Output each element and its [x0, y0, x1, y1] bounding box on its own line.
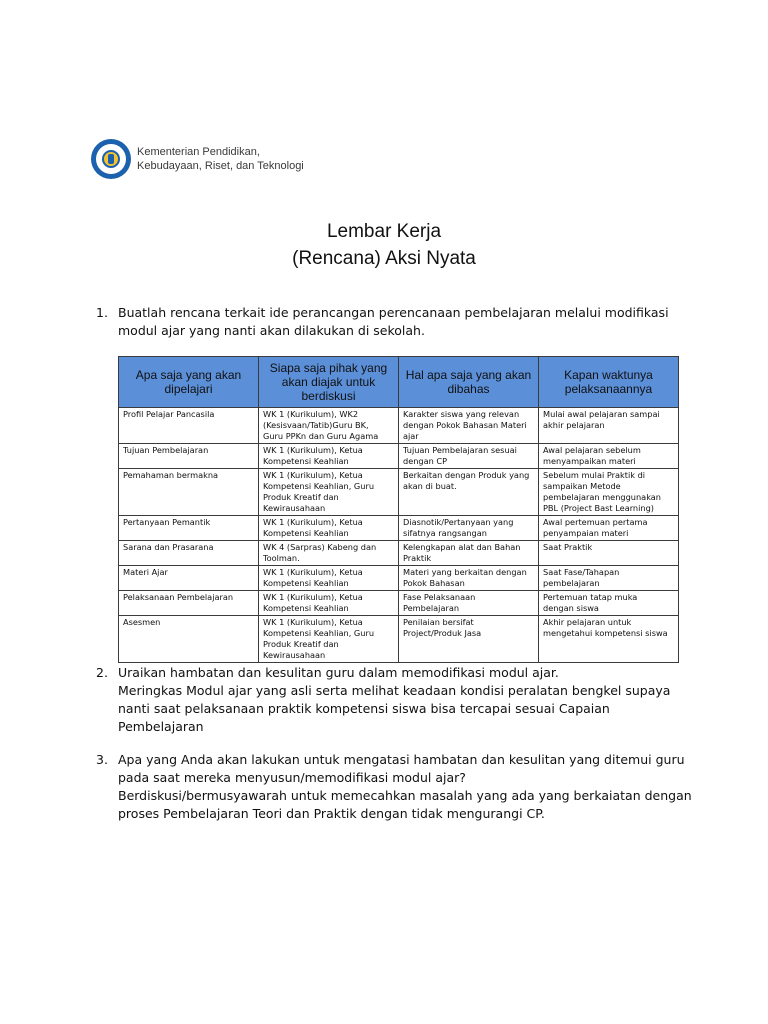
table-row	[119, 616, 679, 663]
table-cell: WK 1 (Kurikulum), Ketua Kompetensi Keahlian	[259, 444, 399, 469]
ministry-emblem-icon	[91, 139, 131, 179]
table-cell: Fase Pelaksanaan Pembelajaran	[399, 591, 539, 616]
table-cell: Awal pertemuan pertama penyampaian materi	[539, 516, 679, 541]
answer-3-line: proses Pembelajaran Teori dan Praktik dengan tidak mengurangi CP.	[118, 806, 545, 821]
ministry-name-line1: Kementerian Pendidikan,	[137, 146, 260, 158]
table-row	[119, 444, 679, 469]
table-cell: WK 1 (Kurikulum), Ketua Kompetensi Keahlian	[259, 591, 399, 616]
table-cell: Profil Pelajar Pancasila	[119, 408, 259, 444]
question-1-number: 1.	[96, 305, 108, 320]
page-subtitle: (Rencana) Aksi Nyata	[292, 248, 476, 269]
header-topics: Hal apa saja yang akan dibahas	[399, 357, 539, 408]
table-cell: Berkaitan dengan Produk yang akan di buat.	[399, 469, 539, 516]
action-plan-table	[118, 356, 679, 663]
table-cell: WK 1 (Kurikulum), Ketua Kompetensi Keahlian	[259, 566, 399, 591]
question-1-line: modul ajar yang nanti akan dilakukan di sekolah.	[118, 323, 425, 338]
question-3-line: Apa yang Anda akan lakukan untuk mengatasi hambatan dan kesulitan yang ditemui guru	[118, 752, 685, 767]
table-cell: WK 1 (Kurikulum), Ketua Kompetensi Keahlian, Guru Produk Kreatif dan Kewirausahaan	[259, 469, 399, 516]
table-cell: Kelengkapan alat dan Bahan Praktik	[399, 541, 539, 566]
table-cell: Pemahaman bermakna	[119, 469, 259, 516]
header-when: Kapan waktunya pelaksanaannya	[539, 357, 679, 408]
answer-2-line: Pembelajaran	[118, 719, 204, 734]
table-cell: Pertemuan tatap muka dengan siswa	[539, 591, 679, 616]
table-cell: Materi Ajar	[119, 566, 259, 591]
question-3-number: 3.	[96, 752, 108, 767]
table-cell: Pertanyaan Pemantik	[119, 516, 259, 541]
table-row	[119, 408, 679, 444]
table-cell: Tujuan Pembelajaran	[119, 444, 259, 469]
answer-2-line: nanti saat pelaksanaan praktik kompetensi siswa bisa tercapai sesuai Capaian	[118, 701, 610, 716]
answer-2-line: Meringkas Modul ajar yang asli serta melihat keadaan kondisi peralatan bengkel supaya	[118, 683, 671, 698]
ministry-logo	[91, 139, 304, 179]
question-3-line: pada saat mereka menyusun/memodifikasi modul ajar?	[118, 770, 466, 785]
question-2	[96, 664, 686, 736]
question-1	[96, 304, 686, 340]
answer-3-line: Berdiskusi/bermusyawarah untuk memecahkan masalah yang ada yang berkaiatan dengan	[118, 788, 692, 803]
table-cell: Diasnotik/Pertanyaan yang sifatnya rangsangan	[399, 516, 539, 541]
table-cell: Materi yang berkaitan dengan Pokok Bahasan	[399, 566, 539, 591]
table-cell: Sebelum mulai Praktik di sampaikan Metode pembelajaran menggunakan PBL (Project Bast Learning)	[539, 469, 679, 516]
table-cell: Sarana dan Prasarana	[119, 541, 259, 566]
table-cell: Saat Fase/Tahapan pembelajaran	[539, 566, 679, 591]
table-cell: WK 1 (Kurikulum), Ketua Kompetensi Keahlian	[259, 516, 399, 541]
question-2-line: Uraikan hambatan dan kesulitan guru dalam memodifikasi modul ajar.	[118, 665, 559, 680]
table-cell: Penilaian bersifat Project/Produk Jasa	[399, 616, 539, 663]
question-2-number: 2.	[96, 665, 108, 680]
table-cell: Karakter siswa yang relevan dengan Pokok Bahasan Materi ajar	[399, 408, 539, 444]
table-cell: Asesmen	[119, 616, 259, 663]
table-row	[119, 591, 679, 616]
table-row	[119, 516, 679, 541]
ministry-name	[137, 145, 304, 173]
table-header-row	[119, 357, 679, 408]
table-cell: WK 1 (Kurikulum), WK2 (Kesisvaan/Tatib)Guru BK, Guru PPKn dan Guru Agama	[259, 408, 399, 444]
table-cell: Akhir pelajaran untuk mengetahui kompetensi siswa	[539, 616, 679, 663]
question-1-line: Buatlah rencana terkait ide perancangan perencanaan pembelajaran melalui modifikasi	[118, 305, 669, 320]
table-cell: WK 1 (Kurikulum), Ketua Kompetensi Keahlian, Guru Produk Kreatif dan Kewirausahaan	[259, 616, 399, 663]
table-row	[119, 469, 679, 516]
header-who: Siapa saja pihak yang akan diajak untuk berdiskusi	[259, 357, 399, 408]
table-cell: Mulai awal pelajaran sampai akhir pelajaran	[539, 408, 679, 444]
header-what: Apa saja yang akan dipelajari	[119, 357, 259, 408]
page-title: Lembar Kerja	[326, 221, 442, 242]
table-cell: Pelaksanaan Pembelajaran	[119, 591, 259, 616]
table-row	[119, 541, 679, 566]
table-cell: Tujuan Pembelajaran sesuai dengan CP	[399, 444, 539, 469]
table-row	[119, 566, 679, 591]
ministry-name-line2: Kebudayaan, Riset, dan Teknologi	[137, 160, 304, 172]
table-cell: Awal pelajaran sebelum menyampaikan materi	[539, 444, 679, 469]
table-cell: WK 4 (Sarpras) Kabeng dan Toolman.	[259, 541, 399, 566]
question-3	[96, 751, 692, 823]
table-cell: Saat Praktik	[539, 541, 679, 566]
